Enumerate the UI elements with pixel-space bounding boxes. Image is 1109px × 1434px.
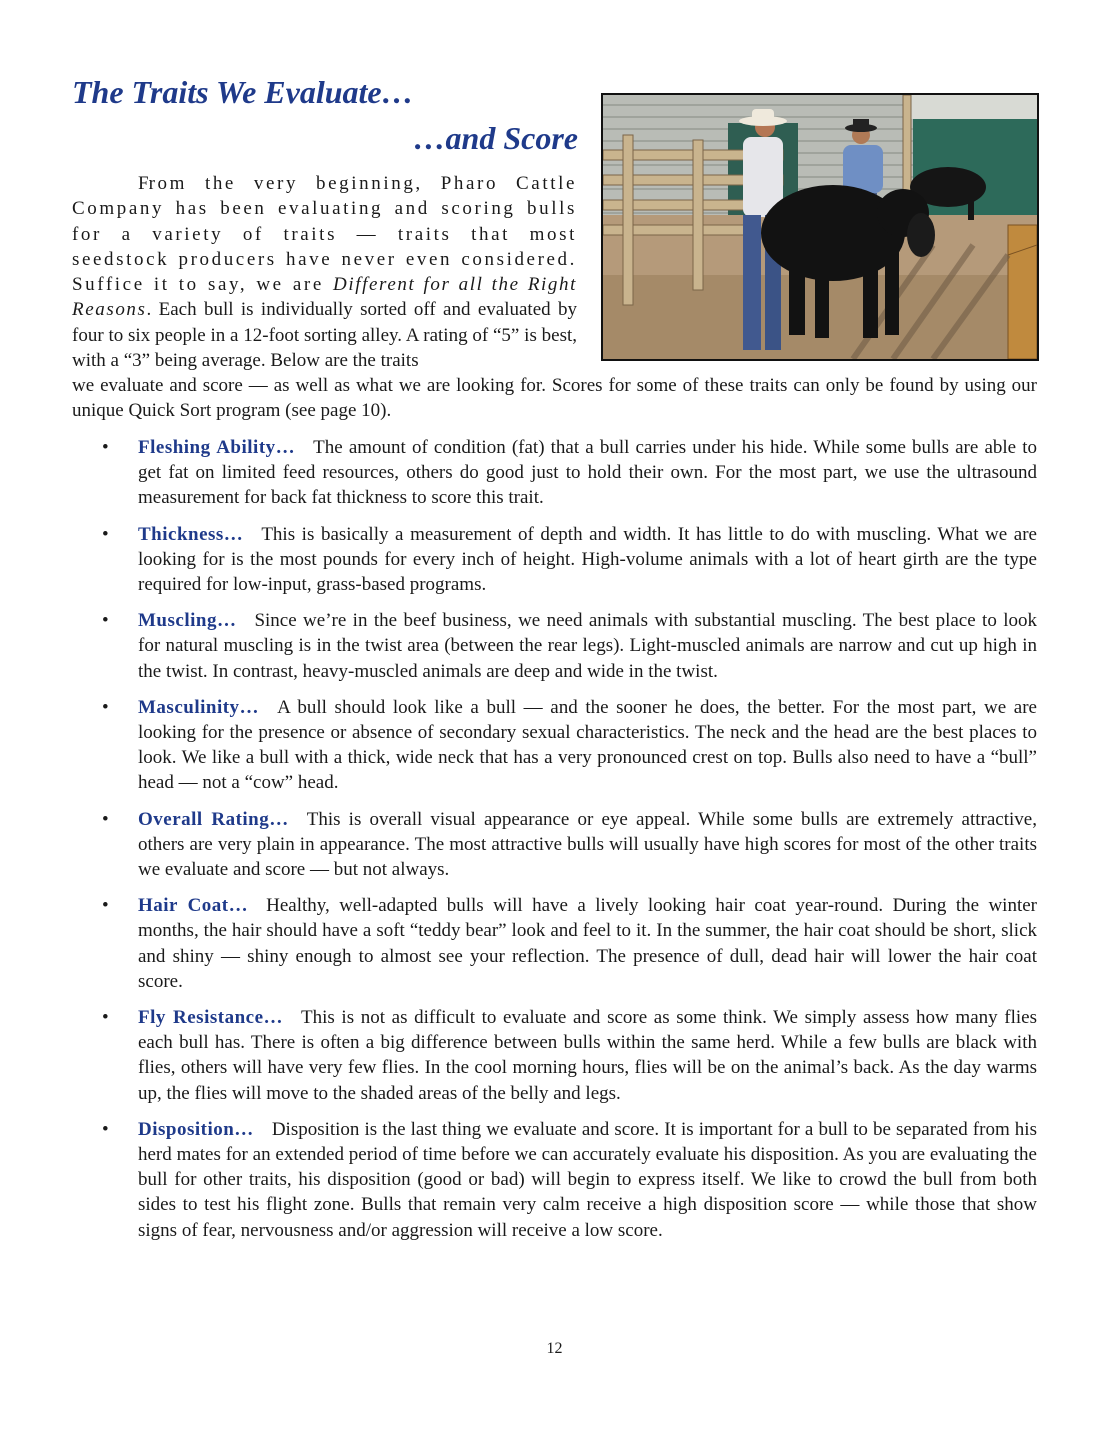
list-item bbox=[72, 608, 1037, 684]
intro-text-part1: rom the very beginning, Pharo Cattle Company has been evaluating and scoring bulls for a variety of traits — traits that most seedstock producers have never even considered. Suffice it to say, we are bbox=[72, 173, 577, 296]
bullet-icon: • bbox=[102, 1118, 109, 1140]
drop-letter: F bbox=[138, 173, 149, 194]
trait-description: Healthy, well-adapted bulls will have a lively looking hair coat year-round. During the winter months, the hair should have a soft “teddy bear” look and feel to it. In the summer, the hair coat should be short, slick and shiny — shiny enough to almost see your reflection. The presence of dull, dead hair will lower the hair coat score. bbox=[138, 895, 1037, 992]
page-title-line2: …and Score bbox=[413, 120, 578, 156]
page-title-line1: The Traits We Evaluate… bbox=[72, 74, 414, 110]
bullet-icon: • bbox=[102, 895, 109, 917]
bullet-icon: • bbox=[102, 523, 109, 545]
traits-list bbox=[72, 435, 1037, 1254]
bullet-icon: • bbox=[102, 437, 109, 458]
list-item bbox=[72, 1005, 1037, 1106]
bullet-icon: • bbox=[102, 610, 109, 632]
trait-name: Fly Resistance… bbox=[138, 1007, 284, 1029]
trait-name: Overall Rating… bbox=[138, 808, 289, 830]
page-number: 12 bbox=[546, 1340, 563, 1357]
list-item bbox=[72, 695, 1037, 796]
trait-name: Hair Coat… bbox=[138, 895, 249, 917]
list-item bbox=[72, 1117, 1037, 1243]
list-item bbox=[72, 522, 1037, 598]
trait-description: A bull should look like a bull — and the sooner he does, the better. For the most part, we are looking for the presence or absence of secondary sexual characteristics. The neck and the head are the best places to look. We like a bull with a thick, wide neck that has a very pronounced crest on top. Bulls also need to have a “bull” head — not a “cow” head. bbox=[138, 696, 1037, 794]
trait-name: Masculinity… bbox=[138, 696, 260, 718]
photo-ranchers-with-black-bull-icon bbox=[603, 95, 1037, 359]
trait-description: This is basically a measurement of depth and width. It has little to do with muscling. What we are looking for is the most pounds for every inch of height. High-volume animals with a lot of heart girth are the type required for low-input, grass-based programs. bbox=[138, 523, 1037, 596]
trait-name: Disposition… bbox=[138, 1118, 254, 1140]
intro-italic-slogan: Different for all the Right Reasons bbox=[72, 274, 578, 321]
trait-name: Fleshing Ability… bbox=[138, 437, 296, 458]
intro-paragraph bbox=[72, 171, 577, 373]
bullet-icon: • bbox=[102, 1007, 109, 1029]
trait-description: Since we’re in the beef business, we need animals with substantial muscling. The best place to look for natural muscling is in the twist area (between the rear legs). Light-muscled animals are narrow and cut up high in the twist. In contrast, heavy-muscled animals are deep and wide in the twist. bbox=[138, 610, 1037, 682]
trait-description: Disposition is the last thing we evaluate and score. It is important for a bull to be separated from his herd mates for an extended period of time before we can accurately evaluate his disposition. As you are evaluating the bull for other traits, his disposition (good or bad) will begin to express itself. We like to crowd the bull from both sides to test his flight zone. Bulls that remain very calm receive a high disposition score — while those that show signs of fear, nervousness and/or aggression will receive a low score. bbox=[138, 1118, 1037, 1241]
bullet-icon: • bbox=[102, 808, 109, 830]
intro-text-part2: . Each bull is individually sorted off and evaluated by four to six people in a 12-foot sorting alley. A rating of “5” is best, with a “3” being average. Below are the traits bbox=[72, 299, 577, 372]
trait-description: The amount of condition (fat) that a bull carries under his hide. While some bulls are able to get fat on limited feed resources, others do good just to hold their own. For the most part, we use the ultrasound measurement for back fat thickness to score this trait. bbox=[138, 437, 1038, 509]
ranch-photo bbox=[601, 93, 1039, 361]
trait-name: Muscling… bbox=[138, 610, 237, 632]
trait-description: This is overall visual appearance or eye appeal. While some bulls are extremely attractive, others are very plain in appearance. The most attractive bulls will usually have high scores for most of the other traits we evaluate and score — but not always. bbox=[138, 808, 1037, 881]
bullet-icon: • bbox=[102, 696, 109, 718]
list-item bbox=[72, 435, 1037, 511]
intro-continuation: we evaluate and score — as well as what we are looking for. Scores for some of these traits can only be found by using our unique Quick Sort program (see page 10). bbox=[72, 375, 1037, 422]
list-item bbox=[72, 807, 1037, 883]
trait-name: Thickness… bbox=[138, 523, 244, 545]
trait-description: This is not as difficult to evaluate and score as some think. We simply assess how many flies each bull has. There is often a big difference between bulls within the same herd. While a few bulls are black with flies, others will have very few flies. In the cool morning hours, flies will be on the animal’s back. As the day warms up, the flies will move to the shaded areas of the belly and legs. bbox=[138, 1007, 1037, 1104]
list-item bbox=[72, 893, 1037, 994]
